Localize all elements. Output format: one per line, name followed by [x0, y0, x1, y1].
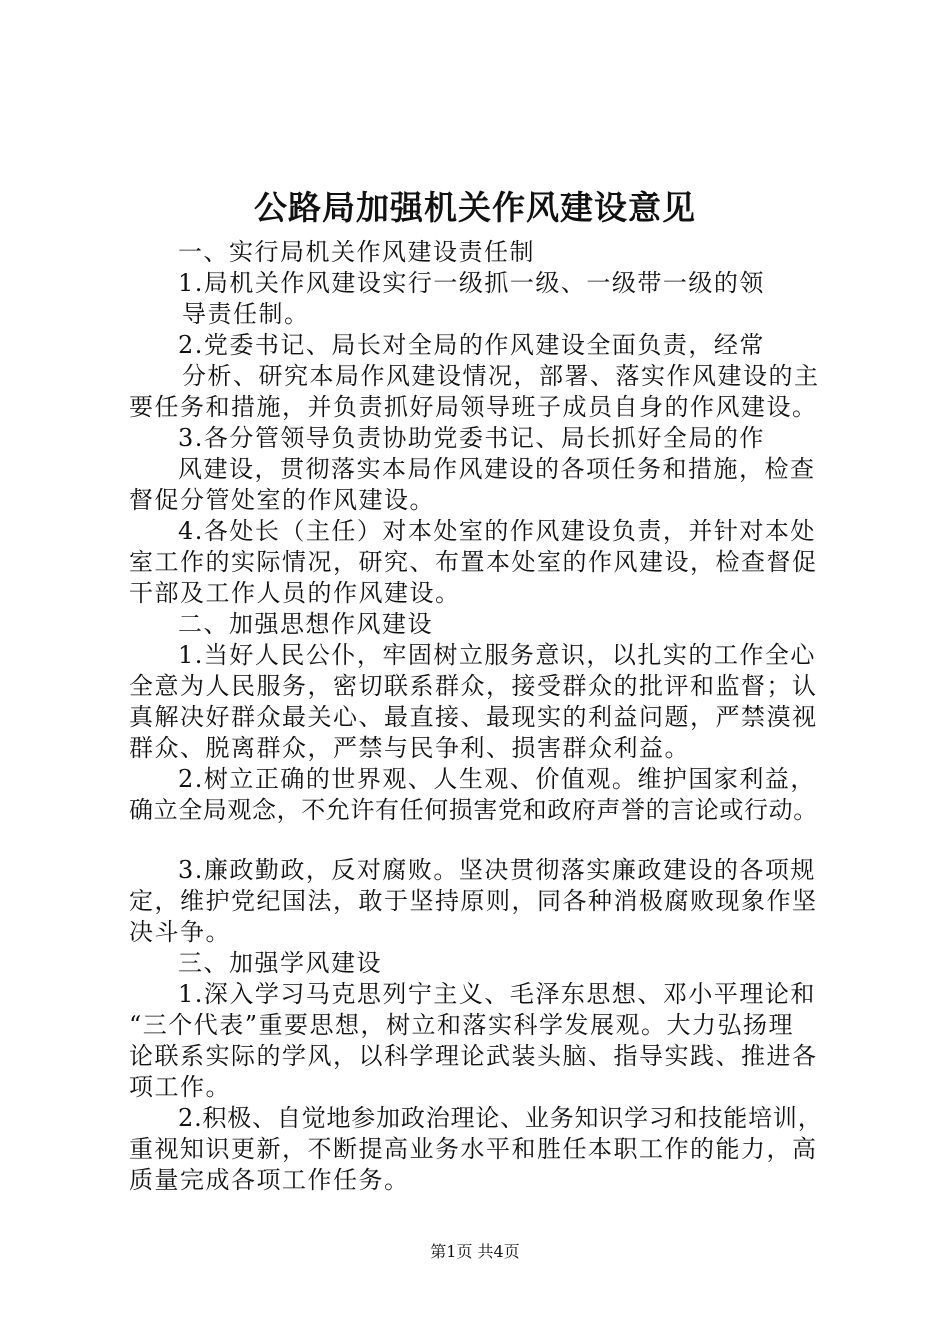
paragraph-line: 决斗争。 — [129, 918, 231, 946]
paragraph-line: 4.各处长（主任）对本处室的作风建设负责，并针对本处 — [178, 517, 816, 545]
paragraph-line: 重视知识更新，不断提高业务水平和胜任本职工作的能力，高 — [129, 1135, 818, 1163]
paragraph-line: “三个代表”重要思想，树立和落实科学发展观。大力弘扬理 — [129, 1011, 795, 1039]
paragraph-line: 导责任制。 — [182, 300, 310, 328]
section-heading-3: 三、加强学风建设 — [178, 949, 382, 977]
paragraph-line: 论联系实际的学风，以科学理论武装头脑、指导实践、推进各 — [129, 1042, 818, 1070]
paragraph-line: 全意为人民服务，密切联系群众，接受群众的批评和监督；认 — [129, 672, 818, 700]
paragraph-line: 真解决好群众最关心、最直接、最现实的利益问题，严禁漠视 — [129, 703, 818, 731]
paragraph-line: 2.树立正确的世界观、人生观、价值观。维护国家利益， — [178, 765, 816, 793]
section-heading-1: 一、实行局机关作风建设责任制 — [178, 238, 535, 266]
paragraph-line: 项工作。 — [129, 1073, 231, 1101]
paragraph-line: 要任务和措施，并负责抓好局领导班子成员自身的作风建设。 — [129, 393, 818, 421]
paragraph-line: 1.深入学习马克思列宁主义、毛泽东思想、邓小平理论和 — [178, 980, 816, 1008]
paragraph-line: 质量完成各项工作任务。 — [129, 1166, 410, 1194]
page-footer: 第1页 共4页 — [430, 1242, 520, 1261]
document-title: 公路局加强机关作风建设意见 — [254, 188, 696, 227]
paragraph-line: 风建设，贯彻落实本局作风建设的各项任务和措施，检查 — [178, 455, 816, 483]
paragraph-line: 定，维护党纪国法，敢于坚持原则，同各种消极腐败现象作坚 — [129, 887, 818, 915]
section-heading-2: 二、加强思想作风建设 — [178, 610, 433, 638]
paragraph-line: 督促分管处室的作风建设。 — [129, 486, 435, 514]
paragraph-line: 1.当好人民公仆，牢固树立服务意识，以扎实的工作全心 — [178, 641, 816, 669]
paragraph-line: 分析、研究本局作风建设情况，部署、落实作风建设的主 — [182, 362, 820, 390]
paragraph-line: 2.积极、自觉地参加政治理论、业务知识学习和技能培训， — [178, 1104, 823, 1132]
paragraph-line: 干部及工作人员的作风建设。 — [129, 579, 461, 607]
paragraph-line: 1.局机关作风建设实行一级抓一级、一级带一级的领 — [178, 269, 765, 297]
paragraph-line: 2.党委书记、局长对全局的作风建设全面负责，经常 — [178, 331, 765, 359]
paragraph-line: 3.廉政勤政，反对腐败。坚决贯彻落实廉政建设的各项规 — [178, 856, 816, 884]
paragraph-line: 确立全局观念，不允许有任何损害党和政府声誉的言论或行动。 — [129, 796, 818, 824]
paragraph-line: 群众、脱离群众，严禁与民争利、损害群众利益。 — [129, 734, 690, 762]
paragraph-line: 室工作的实际情况，研究、布置本处室的作风建设，检查督促 — [129, 548, 818, 576]
paragraph-line: 3.各分管领导负责协助党委书记、局长抓好全局的作 — [178, 424, 765, 452]
